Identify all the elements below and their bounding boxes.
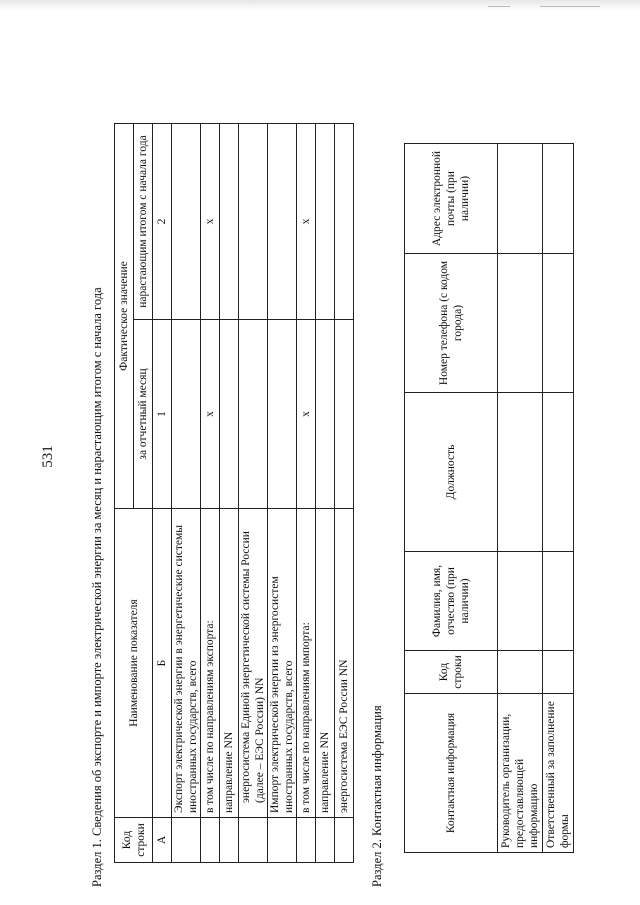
table-row <box>172 124 201 863</box>
col-ytd-header: нарастающим итогом с начала года <box>134 124 153 320</box>
code-cell <box>172 818 201 863</box>
table-row <box>498 144 543 853</box>
table-row <box>220 124 239 863</box>
position-cell <box>543 393 574 552</box>
section1-title: Раздел 1. Сведения об экспорте и импорте электрической энергии за месяц и нарастающим итогом с начала года <box>90 287 104 887</box>
index-cell: Б <box>153 509 172 818</box>
ytd-cell <box>268 124 297 320</box>
rotated-page-content <box>70 33 610 893</box>
table-row <box>335 124 354 863</box>
contact-label: Ответственный за заполнение формы <box>543 694 574 853</box>
code-cell <box>316 818 335 863</box>
col-name-header: Наименование показателя <box>115 509 153 818</box>
section2-title: Раздел 2. Контактная информация <box>370 705 384 887</box>
table-row <box>316 124 335 863</box>
scan-mark <box>540 6 600 7</box>
email-cell <box>543 144 574 254</box>
col-actual-header: Фактическое значение <box>115 124 134 509</box>
code-cell <box>201 818 220 863</box>
code-cell <box>543 651 574 694</box>
ytd-cell <box>239 124 268 320</box>
ytd-cell <box>335 124 354 320</box>
phone-cell <box>543 254 574 393</box>
scan-mark <box>488 6 510 7</box>
contact-table <box>404 143 574 853</box>
scan-edge <box>0 0 640 10</box>
export-import-table <box>114 123 354 863</box>
month-cell <box>172 320 201 509</box>
table-row <box>239 124 268 863</box>
col-code-header: Код строки <box>115 818 153 863</box>
col-fio-header: Фамилия, имя, отчество (при наличии) <box>405 552 498 651</box>
ytd-cell: x <box>201 124 220 320</box>
indicator-name: энергосистема Единой энергетической системы России (далее – ЕЭС России) NN <box>239 509 268 818</box>
indicator-name: Экспорт электрической энергии в энергетические системы иностранных государств, всего <box>172 509 201 818</box>
col-phone-header: Номер телефона (с кодом города) <box>405 254 498 393</box>
code-cell <box>268 818 297 863</box>
ytd-cell <box>316 124 335 320</box>
ytd-cell <box>172 124 201 320</box>
col-code-header: Код строки <box>405 651 498 694</box>
indicator-name: Импорт электрической энергии из энергосистем иностранных государств, всего <box>268 509 297 818</box>
month-cell: x <box>201 320 220 509</box>
email-cell <box>498 144 543 254</box>
ytd-cell: x <box>297 124 316 320</box>
month-cell <box>220 320 239 509</box>
code-cell <box>297 818 316 863</box>
position-cell <box>498 393 543 552</box>
indicator-name: направление NN <box>220 509 239 818</box>
code-cell <box>239 818 268 863</box>
col-email-header: Адрес электронной почты (при наличии) <box>405 144 498 254</box>
month-cell <box>239 320 268 509</box>
indicator-name: энергосистема ЕЭС России NN <box>335 509 354 818</box>
page-number: 531 <box>39 445 56 468</box>
indicator-name: в том числе по направлениям экспорта: <box>201 509 220 818</box>
index-cell: А <box>153 818 172 863</box>
code-cell <box>498 651 543 694</box>
month-cell <box>335 320 354 509</box>
contact-label: Руководитель организации, предоставляющей информацию <box>498 694 543 853</box>
indicator-name: направление NN <box>316 509 335 818</box>
table-row <box>297 124 316 863</box>
code-cell <box>335 818 354 863</box>
col-month-header: за отчетный месяц <box>134 320 153 509</box>
table-row <box>201 124 220 863</box>
col-info-header: Контактная информация <box>405 694 498 853</box>
index-row <box>153 124 172 863</box>
fio-cell <box>498 552 543 651</box>
phone-cell <box>498 254 543 393</box>
month-cell <box>316 320 335 509</box>
month-cell <box>268 320 297 509</box>
fio-cell <box>543 552 574 651</box>
indicator-name: в том числе по направлениям импорта: <box>297 509 316 818</box>
index-cell: 1 <box>153 320 172 509</box>
table-row <box>268 124 297 863</box>
col-position-header: Должность <box>405 393 498 552</box>
index-cell: 2 <box>153 124 172 320</box>
month-cell: x <box>297 320 316 509</box>
ytd-cell <box>220 124 239 320</box>
table-row <box>543 144 574 853</box>
code-cell <box>220 818 239 863</box>
